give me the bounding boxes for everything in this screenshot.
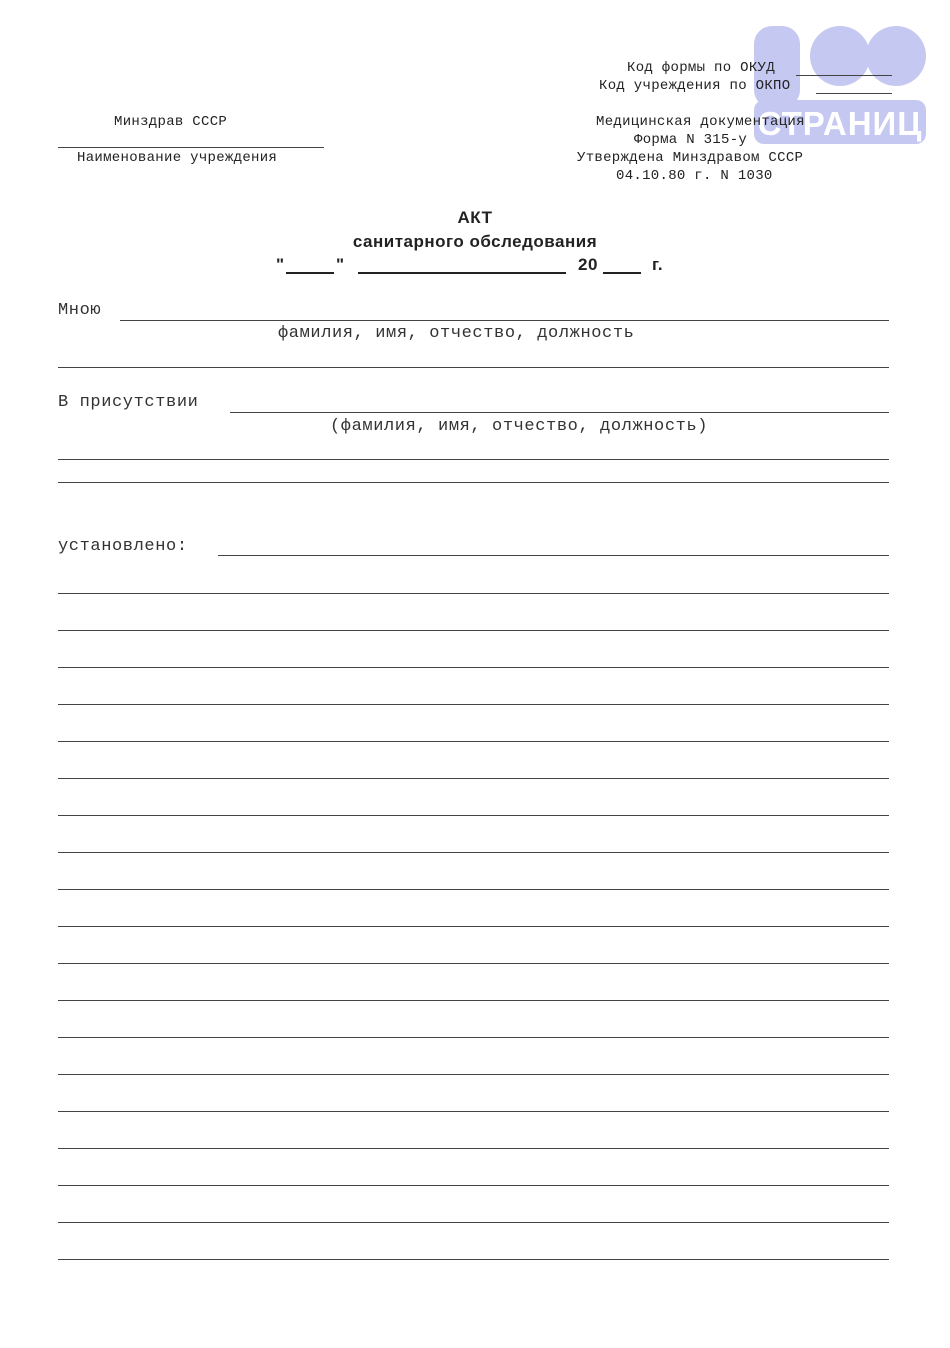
institution-field[interactable] xyxy=(58,147,324,148)
by-me-label: Мною xyxy=(58,301,102,320)
established-field-line[interactable] xyxy=(58,593,889,594)
established-field[interactable] xyxy=(218,555,889,556)
by-me-field[interactable] xyxy=(120,320,889,321)
established-field-line[interactable] xyxy=(58,630,889,631)
year-prefix: 20 xyxy=(578,255,598,274)
doc-title: АКТ xyxy=(457,208,493,227)
year-suffix: г. xyxy=(652,255,664,274)
presence-field-line-3[interactable] xyxy=(58,482,889,483)
by-me-field-line-2[interactable] xyxy=(58,367,889,368)
doc-subtitle: санитарного обследования xyxy=(352,232,598,251)
established-label: установлено: xyxy=(58,537,188,556)
date-quote-close: " xyxy=(336,255,345,274)
established-field-line[interactable] xyxy=(58,889,889,890)
established-field-line[interactable] xyxy=(58,1074,889,1075)
established-field-line[interactable] xyxy=(58,963,889,964)
by-me-caption: фамилия, имя, отчество, должность xyxy=(278,324,635,343)
presence-field-line-2[interactable] xyxy=(58,459,889,460)
approved-by: Утверждена Минздравом СССР xyxy=(577,150,804,166)
okud-field[interactable] xyxy=(796,75,892,76)
established-field-line[interactable] xyxy=(58,1037,889,1038)
established-field-line[interactable] xyxy=(58,1111,889,1112)
ministry-name: Минздрав СССР xyxy=(114,114,228,130)
year-field[interactable] xyxy=(603,272,641,274)
institution-caption: Наименование учреждения xyxy=(77,150,278,166)
month-field[interactable] xyxy=(358,272,566,274)
established-field-line[interactable] xyxy=(58,667,889,668)
established-field-line[interactable] xyxy=(58,704,889,705)
presence-field[interactable] xyxy=(230,412,889,413)
okud-label: Код формы по ОКУД xyxy=(627,60,775,76)
established-field-line[interactable] xyxy=(58,926,889,927)
established-field-line[interactable] xyxy=(58,741,889,742)
presence-caption: (фамилия, имя, отчество, должность) xyxy=(330,417,709,436)
established-field-line[interactable] xyxy=(58,1259,889,1260)
okpo-label: Код учреждения по ОКПО xyxy=(599,78,791,94)
established-field-line[interactable] xyxy=(58,1148,889,1149)
established-field-line[interactable] xyxy=(58,852,889,853)
established-field-line[interactable] xyxy=(58,1222,889,1223)
established-field-line[interactable] xyxy=(58,815,889,816)
med-doc-label: Медицинская документация xyxy=(596,114,805,130)
okpo-field[interactable] xyxy=(816,93,892,94)
approval-date: 04.10.80 г. N 1030 xyxy=(616,168,773,184)
day-field[interactable] xyxy=(286,272,334,274)
form-number: Форма N 315-у xyxy=(634,132,748,148)
established-field-line[interactable] xyxy=(58,1185,889,1186)
watermark-text: СТРАНИЦ xyxy=(757,105,923,142)
established-field-line[interactable] xyxy=(58,1000,889,1001)
date-quote-open: " xyxy=(276,255,285,274)
presence-label: В присутствии xyxy=(58,393,199,412)
established-field-line[interactable] xyxy=(58,778,889,779)
